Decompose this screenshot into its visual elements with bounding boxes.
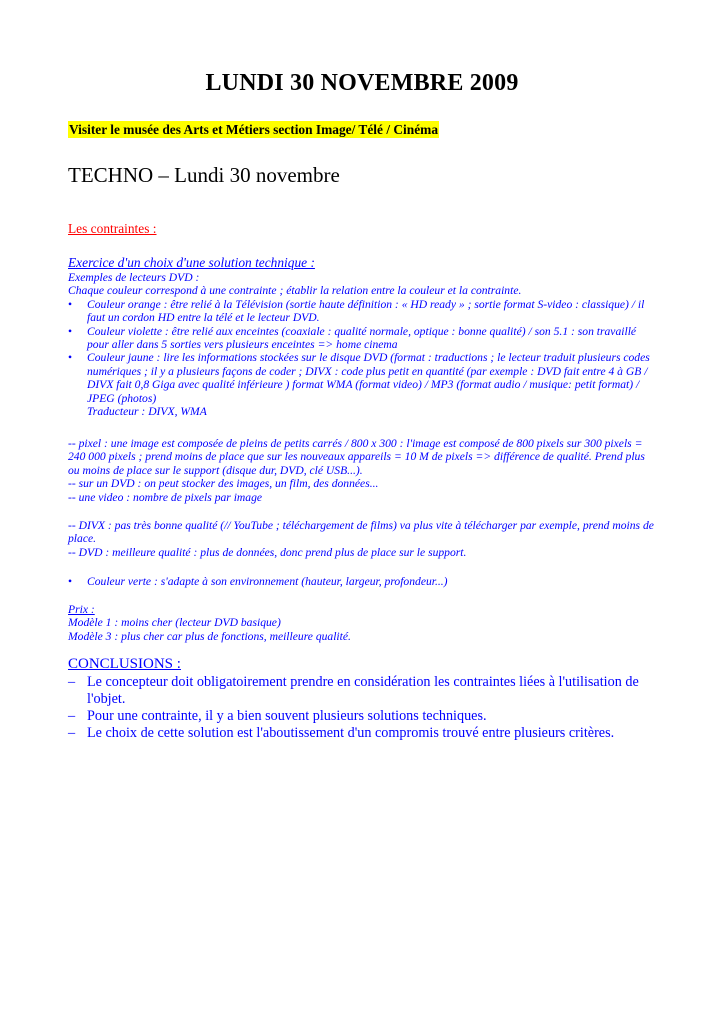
constraints-heading: Les contraintes : bbox=[68, 221, 157, 236]
conclusions-list bbox=[68, 674, 658, 742]
note-pixel: -- pixel : une image est composée de pleins de petits carrés / 800 x 300 : l'image est composé de 800 pixels sur 300 pixels = 240 000 pixels ; prend moins de place que sur les nouveaux appareils = 10 M de pixels => différence de qualité. Prend plus ou moins de place sur le support (disque dur, DVD, clé USB...). bbox=[68, 437, 645, 477]
translator-line: Traducteur : DIVX, WMA bbox=[87, 405, 207, 419]
conclusion-item: – Le choix de cette solution est l'aboutissement d'un compromis trouvé entre plusieurs critères. bbox=[68, 725, 658, 742]
price-model-3: Modèle 3 : plus cher car plus de fonctions, meilleure qualité. bbox=[68, 629, 351, 643]
note-dvd-storage: -- sur un DVD : on peut stocker des images, un film, des données... bbox=[68, 477, 379, 491]
notes-format-block bbox=[68, 519, 658, 559]
note-video: -- une video : nombre de pixels par image bbox=[68, 490, 263, 504]
visit-highlight: Visiter le musée des Arts et Métiers section Image/ Télé / Cinéma bbox=[69, 122, 439, 137]
note-divx: -- DIVX : pas très bonne qualité (// YouTube ; téléchargement de films) va plus vite à télécharger par exemple, prend moins de place. bbox=[68, 519, 654, 546]
conclusions-title: CONCLUSIONS : bbox=[68, 656, 181, 672]
price-model-1: Modèle 1 : moins cher (lecteur DVD basique) bbox=[68, 616, 281, 630]
exercise-intro-1: Exemples de lecteurs DVD : bbox=[68, 271, 200, 284]
bullet-green: • Couleur verte : s'adapte à son environnement (hauteur, largeur, profondeur...) bbox=[68, 575, 658, 588]
price-title: Prix : bbox=[68, 603, 95, 616]
bullet-yellow: • Couleur jaune : lire les informations stockées sur le disque DVD (format : traductions ; le lecteur traduit plusieurs codes numériques ; il y a plusieurs façons de coder ; DIVX : code plus petit en quantité (par exemple : DVD fait entre 4 à GB / DIVX fait 0,8 Giga avec qualité inférieure ) format WMA (format video) / MP3 (format audio / musique: petit format) / JPEG (photos) bbox=[68, 351, 658, 405]
page-title: LUNDI 30 NOVEMBRE 2009 bbox=[205, 70, 519, 96]
exercise-title: Exercice d'un choix d'une solution technique : bbox=[68, 255, 315, 270]
techno-heading: TECHNO – Lundi 30 novembre bbox=[68, 163, 340, 187]
green-bullet-block bbox=[68, 575, 658, 588]
conclusion-item: – Pour une contrainte, il y a bien souvent plusieurs solutions techniques. bbox=[68, 708, 658, 725]
bullet-violet: • Couleur violette : être relié aux enceintes (coaxiale : qualité normale, optique : bonne qualité) / son 5.1 : son travaillé pour aller dans 5 sorties vers plusieurs enceintes => home cinema bbox=[68, 325, 658, 352]
color-bullet-list bbox=[68, 298, 658, 405]
exercise-intro-2: Chaque couleur correspond à une contrainte ; établir la relation entre la couleur et la contrainte. bbox=[68, 284, 522, 298]
notes-pixel-block bbox=[68, 437, 658, 504]
conclusion-item: – Le concepteur doit obligatoirement prendre en considération les contraintes liées à l'utilisation de l'objet. bbox=[68, 674, 658, 708]
bullet-orange: • Couleur orange : être relié à la Télévision (sortie haute définition : « HD ready » ; sortie format S-video : classique) / il faut un cordon HD entre la télé et le lecteur DVD. bbox=[68, 298, 658, 325]
price-block bbox=[68, 603, 658, 643]
note-dvd-quality: -- DVD : meilleure qualité : plus de données, donc prend plus de place sur le support. bbox=[68, 545, 467, 559]
exercise-block bbox=[68, 271, 658, 418]
